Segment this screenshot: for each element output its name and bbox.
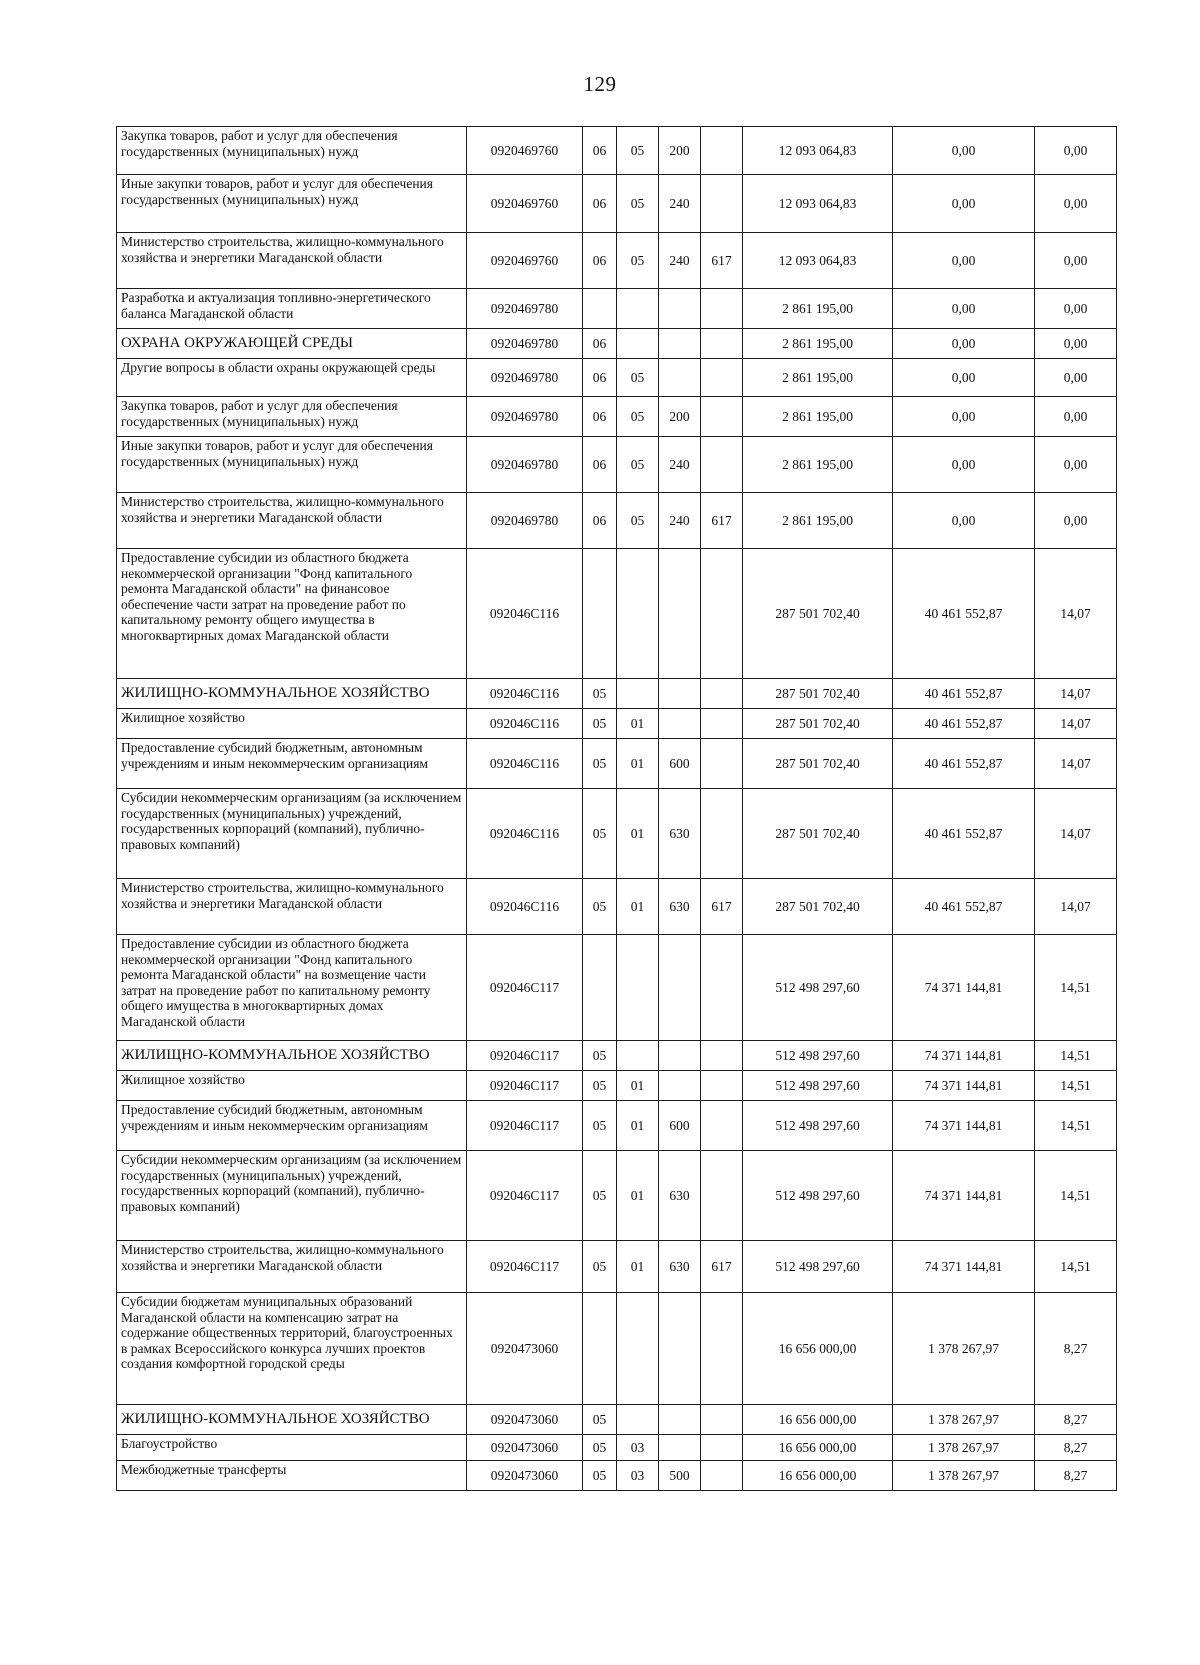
planned-amount: 16 656 000,00 <box>743 1405 893 1435</box>
target-article-code: 0920469780 <box>467 437 583 493</box>
executed-amount: 74 371 144,81 <box>893 1071 1035 1101</box>
administrator-code <box>701 709 743 739</box>
planned-amount: 2 861 195,00 <box>743 397 893 437</box>
target-article-code: 0920473060 <box>467 1405 583 1435</box>
target-article-code: 092046С117 <box>467 1241 583 1293</box>
target-article-code: 092046С117 <box>467 1071 583 1101</box>
expense-type-code <box>659 1435 701 1461</box>
row-name: Субсидии некоммерческим организациям (за исключением государственных (муниципальных) учреждений, государственных корпораций (компаний), публично-правовых компаний) <box>117 1151 467 1241</box>
executed-amount: 0,00 <box>893 289 1035 329</box>
subsection-code <box>617 289 659 329</box>
target-article-code: 092046С116 <box>467 739 583 789</box>
execution-percent: 8,27 <box>1035 1405 1117 1435</box>
expense-type-code: 200 <box>659 127 701 175</box>
table-row <box>117 437 1117 493</box>
row-name: ЖИЛИЩНО-КОММУНАЛЬНОЕ ХОЗЯЙСТВО <box>117 1405 467 1435</box>
subsection-code <box>617 549 659 679</box>
execution-percent: 0,00 <box>1035 397 1117 437</box>
subsection-code: 01 <box>617 879 659 935</box>
subsection-code: 03 <box>617 1461 659 1491</box>
execution-percent: 0,00 <box>1035 175 1117 233</box>
execution-percent: 0,00 <box>1035 289 1117 329</box>
planned-amount: 287 501 702,40 <box>743 789 893 879</box>
section-code: 06 <box>583 329 617 359</box>
section-code: 05 <box>583 1241 617 1293</box>
administrator-code <box>701 397 743 437</box>
row-name: Закупка товаров, работ и услуг для обеспечения государственных (муниципальных) нужд <box>117 127 467 175</box>
target-article-code: 092046С116 <box>467 709 583 739</box>
section-code: 05 <box>583 739 617 789</box>
table-row <box>117 789 1117 879</box>
expense-type-code: 630 <box>659 1151 701 1241</box>
planned-amount: 287 501 702,40 <box>743 709 893 739</box>
row-name: Межбюджетные трансферты <box>117 1461 467 1491</box>
target-article-code: 0920469780 <box>467 397 583 437</box>
table-row <box>117 175 1117 233</box>
execution-percent: 0,00 <box>1035 127 1117 175</box>
section-code: 05 <box>583 1461 617 1491</box>
target-article-code: 092046С117 <box>467 1041 583 1071</box>
administrator-code: 617 <box>701 1241 743 1293</box>
executed-amount: 1 378 267,97 <box>893 1435 1035 1461</box>
administrator-code: 617 <box>701 879 743 935</box>
executed-amount: 40 461 552,87 <box>893 789 1035 879</box>
section-code <box>583 1293 617 1405</box>
expense-type-code: 630 <box>659 1241 701 1293</box>
expense-type-code: 240 <box>659 233 701 289</box>
planned-amount: 2 861 195,00 <box>743 493 893 549</box>
table-row <box>117 879 1117 935</box>
row-name: Министерство строительства, жилищно-коммунального хозяйства и энергетики Магаданской области <box>117 1241 467 1293</box>
subsection-code: 01 <box>617 739 659 789</box>
administrator-code: 617 <box>701 233 743 289</box>
executed-amount: 74 371 144,81 <box>893 1041 1035 1071</box>
execution-percent: 0,00 <box>1035 493 1117 549</box>
planned-amount: 287 501 702,40 <box>743 879 893 935</box>
target-article-code: 092046С117 <box>467 935 583 1041</box>
execution-percent: 14,51 <box>1035 1241 1117 1293</box>
row-name: Предоставление субсидии из областного бюджета некоммерческой организации "Фонд капитального ремонта Магаданской области" на возмещение части затрат на проведение работ по капитальному ремонту общего имущества в многоквартирных домах Магаданской области <box>117 935 467 1041</box>
executed-amount: 0,00 <box>893 493 1035 549</box>
table-row <box>117 397 1117 437</box>
subsection-code: 05 <box>617 397 659 437</box>
execution-percent: 14,07 <box>1035 679 1117 709</box>
target-article-code: 092046С116 <box>467 789 583 879</box>
execution-percent: 14,07 <box>1035 789 1117 879</box>
row-name: Иные закупки товаров, работ и услуг для обеспечения государственных (муниципальных) нужд <box>117 437 467 493</box>
table-row <box>117 289 1117 329</box>
table-row <box>117 549 1117 679</box>
executed-amount: 1 378 267,97 <box>893 1461 1035 1491</box>
subsection-code: 05 <box>617 127 659 175</box>
administrator-code <box>701 1041 743 1071</box>
administrator-code <box>701 935 743 1041</box>
planned-amount: 2 861 195,00 <box>743 437 893 493</box>
section-code: 05 <box>583 1071 617 1101</box>
execution-percent: 14,51 <box>1035 1151 1117 1241</box>
planned-amount: 12 093 064,83 <box>743 175 893 233</box>
target-article-code: 0920469780 <box>467 329 583 359</box>
target-article-code: 0920473060 <box>467 1461 583 1491</box>
section-code: 05 <box>583 709 617 739</box>
section-code <box>583 935 617 1041</box>
administrator-code <box>701 329 743 359</box>
subsection-code: 01 <box>617 709 659 739</box>
executed-amount: 74 371 144,81 <box>893 1151 1035 1241</box>
subsection-code: 05 <box>617 359 659 397</box>
administrator-code <box>701 1101 743 1151</box>
section-code: 05 <box>583 1041 617 1071</box>
executed-amount: 1 378 267,97 <box>893 1293 1035 1405</box>
execution-percent: 0,00 <box>1035 329 1117 359</box>
table-row <box>117 1293 1117 1405</box>
table-row <box>117 1041 1117 1071</box>
section-code: 05 <box>583 679 617 709</box>
table-row <box>117 1071 1117 1101</box>
section-code <box>583 549 617 679</box>
section-code: 06 <box>583 359 617 397</box>
subsection-code <box>617 679 659 709</box>
expense-type-code <box>659 1041 701 1071</box>
subsection-code: 05 <box>617 437 659 493</box>
section-code: 06 <box>583 233 617 289</box>
table-row <box>117 1461 1117 1491</box>
row-name: Закупка товаров, работ и услуг для обеспечения государственных (муниципальных) нужд <box>117 397 467 437</box>
section-code: 05 <box>583 789 617 879</box>
target-article-code: 0920473060 <box>467 1435 583 1461</box>
execution-percent: 8,27 <box>1035 1435 1117 1461</box>
executed-amount: 40 461 552,87 <box>893 679 1035 709</box>
expense-type-code <box>659 709 701 739</box>
execution-percent: 14,07 <box>1035 709 1117 739</box>
executed-amount: 74 371 144,81 <box>893 1101 1035 1151</box>
executed-amount: 0,00 <box>893 175 1035 233</box>
executed-amount: 0,00 <box>893 329 1035 359</box>
target-article-code: 092046С116 <box>467 879 583 935</box>
administrator-code <box>701 1071 743 1101</box>
subsection-code <box>617 1405 659 1435</box>
planned-amount: 16 656 000,00 <box>743 1461 893 1491</box>
executed-amount: 40 461 552,87 <box>893 879 1035 935</box>
executed-amount: 0,00 <box>893 233 1035 289</box>
expense-type-code <box>659 935 701 1041</box>
target-article-code: 092046С116 <box>467 679 583 709</box>
row-name: Другие вопросы в области охраны окружающей среды <box>117 359 467 397</box>
subsection-code <box>617 329 659 359</box>
subsection-code: 01 <box>617 1071 659 1101</box>
execution-percent: 14,07 <box>1035 549 1117 679</box>
executed-amount: 0,00 <box>893 397 1035 437</box>
execution-percent: 14,51 <box>1035 935 1117 1041</box>
expense-type-code <box>659 1293 701 1405</box>
section-code: 05 <box>583 1405 617 1435</box>
administrator-code <box>701 789 743 879</box>
planned-amount: 512 498 297,60 <box>743 1071 893 1101</box>
executed-amount: 0,00 <box>893 127 1035 175</box>
subsection-code: 01 <box>617 1151 659 1241</box>
administrator-code <box>701 1405 743 1435</box>
subsection-code <box>617 935 659 1041</box>
row-name: Министерство строительства, жилищно-коммунального хозяйства и энергетики Магаданской области <box>117 879 467 935</box>
planned-amount: 512 498 297,60 <box>743 1151 893 1241</box>
subsection-code: 05 <box>617 493 659 549</box>
expense-type-code: 240 <box>659 437 701 493</box>
table-row <box>117 329 1117 359</box>
section-code: 06 <box>583 175 617 233</box>
row-name: Предоставление субсидии из областного бюджета некоммерческой организации "Фонд капитального ремонта Магаданской области" на финансовое обеспечение части затрат на проведение работ по капитальному ремонту общего имущества в многоквартирных домах Магаданской области <box>117 549 467 679</box>
table-row <box>117 127 1117 175</box>
table-row <box>117 739 1117 789</box>
planned-amount: 12 093 064,83 <box>743 127 893 175</box>
executed-amount: 1 378 267,97 <box>893 1405 1035 1435</box>
expense-type-code: 630 <box>659 879 701 935</box>
administrator-code <box>701 175 743 233</box>
administrator-code <box>701 289 743 329</box>
subsection-code: 01 <box>617 789 659 879</box>
executed-amount: 74 371 144,81 <box>893 1241 1035 1293</box>
table-body <box>117 127 1117 1491</box>
table-row <box>117 1241 1117 1293</box>
execution-percent: 0,00 <box>1035 233 1117 289</box>
section-code: 06 <box>583 437 617 493</box>
planned-amount: 287 501 702,40 <box>743 739 893 789</box>
execution-percent: 14,07 <box>1035 739 1117 789</box>
row-name: ЖИЛИЩНО-КОММУНАЛЬНОЕ ХОЗЯЙСТВО <box>117 679 467 709</box>
table-row <box>117 359 1117 397</box>
execution-percent: 14,51 <box>1035 1071 1117 1101</box>
administrator-code <box>701 359 743 397</box>
subsection-code: 01 <box>617 1101 659 1151</box>
expense-type-code <box>659 1405 701 1435</box>
execution-percent: 14,51 <box>1035 1041 1117 1071</box>
row-name: Министерство строительства, жилищно-коммунального хозяйства и энергетики Магаданской области <box>117 493 467 549</box>
execution-percent: 0,00 <box>1035 359 1117 397</box>
administrator-code <box>701 1435 743 1461</box>
row-name: Предоставление субсидий бюджетным, автономным учреждениям и иным некоммерческим организациям <box>117 739 467 789</box>
target-article-code: 0920469780 <box>467 493 583 549</box>
target-article-code: 092046С116 <box>467 549 583 679</box>
expense-type-code <box>659 549 701 679</box>
executed-amount: 74 371 144,81 <box>893 935 1035 1041</box>
target-article-code: 0920469780 <box>467 359 583 397</box>
expense-type-code: 630 <box>659 789 701 879</box>
target-article-code: 0920469760 <box>467 127 583 175</box>
planned-amount: 2 861 195,00 <box>743 359 893 397</box>
subsection-code: 05 <box>617 233 659 289</box>
row-name: Министерство строительства, жилищно-коммунального хозяйства и энергетики Магаданской области <box>117 233 467 289</box>
expense-type-code <box>659 289 701 329</box>
expense-type-code <box>659 679 701 709</box>
executed-amount: 0,00 <box>893 359 1035 397</box>
subsection-code <box>617 1041 659 1071</box>
row-name: Иные закупки товаров, работ и услуг для обеспечения государственных (муниципальных) нужд <box>117 175 467 233</box>
planned-amount: 2 861 195,00 <box>743 329 893 359</box>
administrator-code <box>701 679 743 709</box>
target-article-code: 0920469760 <box>467 233 583 289</box>
section-code: 06 <box>583 397 617 437</box>
section-code: 05 <box>583 1151 617 1241</box>
row-name: Жилищное хозяйство <box>117 1071 467 1101</box>
executed-amount: 40 461 552,87 <box>893 739 1035 789</box>
table-row <box>117 1435 1117 1461</box>
table-row <box>117 493 1117 549</box>
table-row <box>117 1405 1117 1435</box>
execution-percent: 8,27 <box>1035 1293 1117 1405</box>
section-code: 05 <box>583 1101 617 1151</box>
administrator-code <box>701 1151 743 1241</box>
execution-percent: 14,07 <box>1035 879 1117 935</box>
planned-amount: 287 501 702,40 <box>743 679 893 709</box>
target-article-code: 0920473060 <box>467 1293 583 1405</box>
execution-percent: 14,51 <box>1035 1101 1117 1151</box>
administrator-code <box>701 549 743 679</box>
expense-type-code <box>659 329 701 359</box>
planned-amount: 512 498 297,60 <box>743 935 893 1041</box>
planned-amount: 16 656 000,00 <box>743 1435 893 1461</box>
row-name: ОХРАНА ОКРУЖАЮЩЕЙ СРЕДЫ <box>117 329 467 359</box>
executed-amount: 40 461 552,87 <box>893 549 1035 679</box>
expense-type-code <box>659 359 701 397</box>
execution-percent: 0,00 <box>1035 437 1117 493</box>
administrator-code <box>701 127 743 175</box>
target-article-code: 0920469760 <box>467 175 583 233</box>
expense-type-code: 500 <box>659 1461 701 1491</box>
planned-amount: 12 093 064,83 <box>743 233 893 289</box>
table-row <box>117 935 1117 1041</box>
row-name: ЖИЛИЩНО-КОММУНАЛЬНОЕ ХОЗЯЙСТВО <box>117 1041 467 1071</box>
planned-amount: 512 498 297,60 <box>743 1041 893 1071</box>
budget-table <box>116 126 1117 1491</box>
planned-amount: 512 498 297,60 <box>743 1241 893 1293</box>
subsection-code: 05 <box>617 175 659 233</box>
row-name: Предоставление субсидий бюджетным, автономным учреждениям и иным некоммерческим организациям <box>117 1101 467 1151</box>
expense-type-code <box>659 1071 701 1101</box>
planned-amount: 2 861 195,00 <box>743 289 893 329</box>
section-code <box>583 289 617 329</box>
planned-amount: 16 656 000,00 <box>743 1293 893 1405</box>
administrator-code <box>701 1293 743 1405</box>
table-row <box>117 233 1117 289</box>
page-number: 129 <box>583 72 617 96</box>
table-row <box>117 679 1117 709</box>
executed-amount: 40 461 552,87 <box>893 709 1035 739</box>
expense-type-code: 200 <box>659 397 701 437</box>
planned-amount: 512 498 297,60 <box>743 1101 893 1151</box>
administrator-code <box>701 1461 743 1491</box>
execution-percent: 8,27 <box>1035 1461 1117 1491</box>
planned-amount: 287 501 702,40 <box>743 549 893 679</box>
row-name: Жилищное хозяйство <box>117 709 467 739</box>
row-name: Субсидии бюджетам муниципальных образований Магаданской области на компенсацию затрат на содержание общественных территорий, благоустроенных в рамках Всероссийского конкурса лучших проектов создания комфортной городской среды <box>117 1293 467 1405</box>
section-code: 05 <box>583 879 617 935</box>
target-article-code: 092046С117 <box>467 1101 583 1151</box>
expense-type-code: 600 <box>659 739 701 789</box>
section-code: 06 <box>583 127 617 175</box>
section-code: 06 <box>583 493 617 549</box>
expense-type-code: 240 <box>659 175 701 233</box>
subsection-code <box>617 1293 659 1405</box>
administrator-code <box>701 739 743 789</box>
administrator-code: 617 <box>701 493 743 549</box>
row-name: Благоустройство <box>117 1435 467 1461</box>
table-row <box>117 1151 1117 1241</box>
row-name: Разработка и актуализация топливно-энергетического баланса Магаданской области <box>117 289 467 329</box>
table-row <box>117 1101 1117 1151</box>
table-row <box>117 709 1117 739</box>
subsection-code: 01 <box>617 1241 659 1293</box>
section-code: 05 <box>583 1435 617 1461</box>
row-name: Субсидии некоммерческим организациям (за исключением государственных (муниципальных) учреждений, государственных корпораций (компаний), публично-правовых компаний) <box>117 789 467 879</box>
administrator-code <box>701 437 743 493</box>
target-article-code: 0920469780 <box>467 289 583 329</box>
expense-type-code: 600 <box>659 1101 701 1151</box>
executed-amount: 0,00 <box>893 437 1035 493</box>
subsection-code: 03 <box>617 1435 659 1461</box>
expense-type-code: 240 <box>659 493 701 549</box>
target-article-code: 092046С117 <box>467 1151 583 1241</box>
